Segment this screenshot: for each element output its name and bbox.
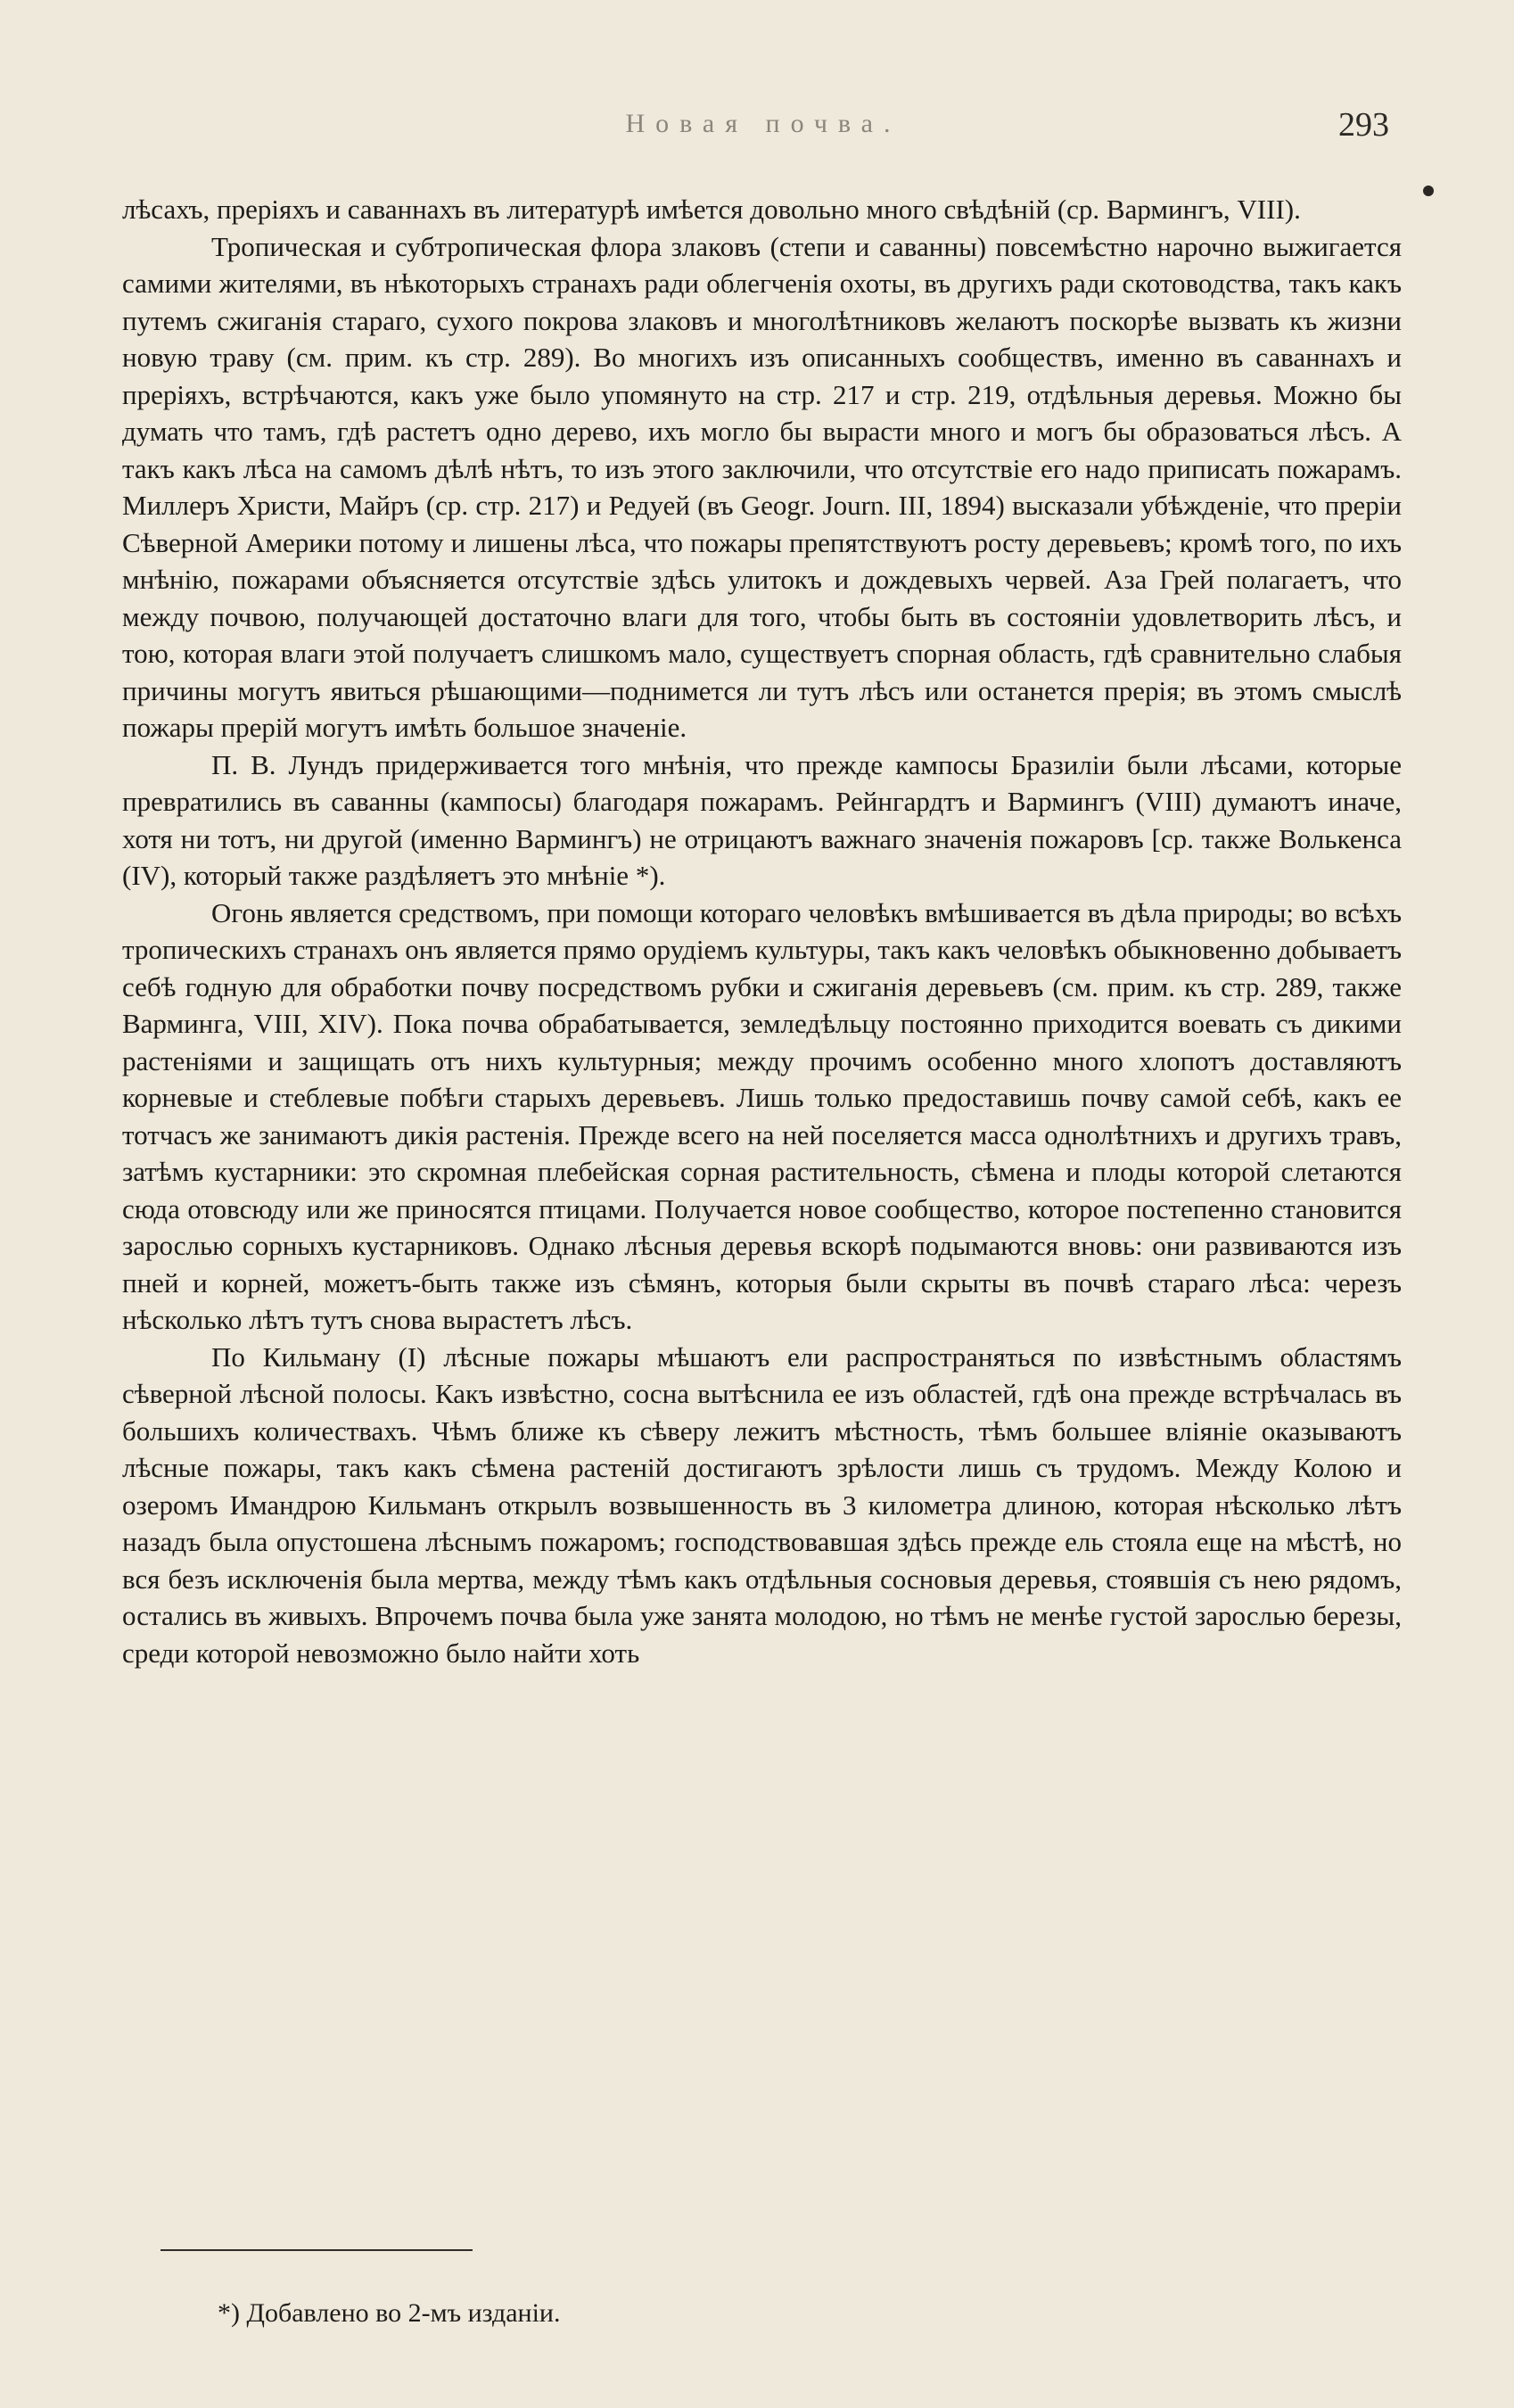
paragraph-kilman: По Кильману (I) лѣсные пожары мѣшаютъ ели распространяться по извѣстнымъ областямъ сѣверной лѣсной полосы. Какъ извѣстно, сосна вытѣснила ее изъ областей, гдѣ она прежде встрѣчалась въ большихъ количествахъ. Чѣмъ ближе къ сѣверу лежитъ мѣстность, тѣмъ большее вліяніе оказываютъ лѣсные пожары, такъ какъ сѣмена растеній достигаютъ зрѣлости лишь съ трудомъ. Между Колою и озеромъ Имандрою Кильманъ открылъ возвышенность въ 3 километра длиною, которая нѣсколько лѣтъ назадъ была опустошена лѣснымъ пожаромъ; господствовавшая здѣсь прежде ель стояла еще на мѣстѣ, но вся безъ исключенія была мертва, между тѣмъ какъ отдѣльныя сосновыя деревья, стоявшія съ нею рядомъ, остались въ живыхъ. Впрочемъ почва была уже занята молодою, но тѣмъ не менѣе густой зарослью березы, среди которой невозможно было найти хоть — [122, 1340, 1402, 1669]
page-header — [125, 105, 1402, 150]
margin-mark — [1423, 186, 1434, 196]
page-body — [122, 191, 1402, 1671]
page-number: 293 — [1338, 106, 1389, 144]
running-head: Новая почва. — [625, 109, 901, 138]
footnote: *) Добавлено во 2-мъ изданіи. — [218, 2298, 561, 2328]
footnote-rule — [160, 2249, 473, 2251]
paragraph-fires-savanna: Тропическая и субтропическая флора злаковъ (степи и саванны) повсемѣстно нарочно выжигается самими жителями, въ нѣкоторыхъ странахъ ради облегченія охоты, въ другихъ ради скотоводства, такъ какъ путемъ сжиганія стараго, сухого покрова злаковъ и многолѣтниковъ желаютъ поскорѣе вызвать къ жизни новую траву (см. прим. къ стр. 289). Во многихъ изъ описанныхъ сообществъ, именно въ саваннахъ и преріяхъ, встрѣчаются, какъ уже было упомянуто на стр. 217 и стр. 219, отдѣльныя деревья. Можно бы думать что тамъ, гдѣ растетъ одно дерево, ихъ могло бы вырасти много и могъ бы образоваться лѣсъ. А такъ какъ лѣса на самомъ дѣлѣ нѣтъ, то изъ этого заключили, что отсутствіе его надо приписать пожарамъ. Миллеръ Христи, Майръ (ср. стр. 217) и Редуей (въ Geogr. Journ. III, 1894) высказали убѣжденіе, что преріи Сѣверной Америки потому и лишены лѣса, что пожары препятствуютъ росту деревьевъ; кромѣ того, по ихъ мнѣнію, пожарами объясняется отсутствіе здѣсь улитокъ и дождевыхъ червей. Аза Грей полагаетъ, что между почвою, получающей достаточно влаги для того, чтобы быть въ состояніи удовлетворить лѣсъ, и тою, которая влаги этой получаетъ слишкомъ мало, существуетъ спорная область, гдѣ сравнительно слабыя причины могутъ явиться рѣшающими—поднимется ли тутъ лѣсъ или останется прерія; въ этомъ смыслѣ пожары прерій могутъ имѣть большое значеніе. — [122, 230, 1402, 743]
paragraph-continuation: лѣсахъ, преріяхъ и саваннахъ въ литературѣ имѣется довольно много свѣдѣній (ср. Вармингъ, VIII). — [122, 194, 1301, 225]
paragraph-fire-culture: Огонь является средствомъ, при помощи котораго человѣкъ вмѣшивается въ дѣла природы; во всѣхъ тропическихъ странахъ онъ является прямо орудіемъ культуры, такъ какъ человѣкъ обыкновенно добываетъ себѣ годную для обработки почву посредствомъ рубки и сжиганія деревьевъ (см. прим. къ стр. 289, также Варминга, VIII, XIV). Пока почва обрабатывается, земледѣльцу постоянно приходится воевать съ дикими растеніями и защищать отъ нихъ культурныя; между прочимъ особенно много хлопотъ доставляютъ корневые и стеблевые побѣги старыхъ деревьевъ. Лишь только предоставишь почву самой себѣ, какъ ее тотчасъ же занимаютъ дикія растенія. Прежде всего на ней поселяется масса однолѣтнихъ и другихъ травъ, затѣмъ кустарники: это скромная плебейская сорная растительность, сѣмена и плоды которой слетаются сюда отовсюду или же приносятся птицами. Получается новое сообщество, которое постепенно становится зарослью сорныхъ кустарниковъ. Однако лѣсныя деревья вскорѣ подымаются вновь: они развиваются изъ пней и корней, можетъ-быть также изъ сѣмянъ, которыя были скрыты въ почвѣ стараго лѣса: черезъ нѣсколько лѣтъ тутъ снова вырастетъ лѣсъ. — [122, 896, 1402, 1335]
paragraph-lund: П. В. Лундъ придерживается того мнѣнія, что прежде кампосы Бразиліи были лѣсами, которые превратились въ саванны (кампосы) благодаря пожарамъ. Рейнгардтъ и Вармингъ (VIII) думаютъ иначе, хотя ни тотъ, ни другой (именно Вармингъ) не отрицаютъ важнаго значенія пожаровъ [ср. также Волькенса (IV), который также раздѣляетъ это мнѣніе *). — [122, 748, 1402, 891]
